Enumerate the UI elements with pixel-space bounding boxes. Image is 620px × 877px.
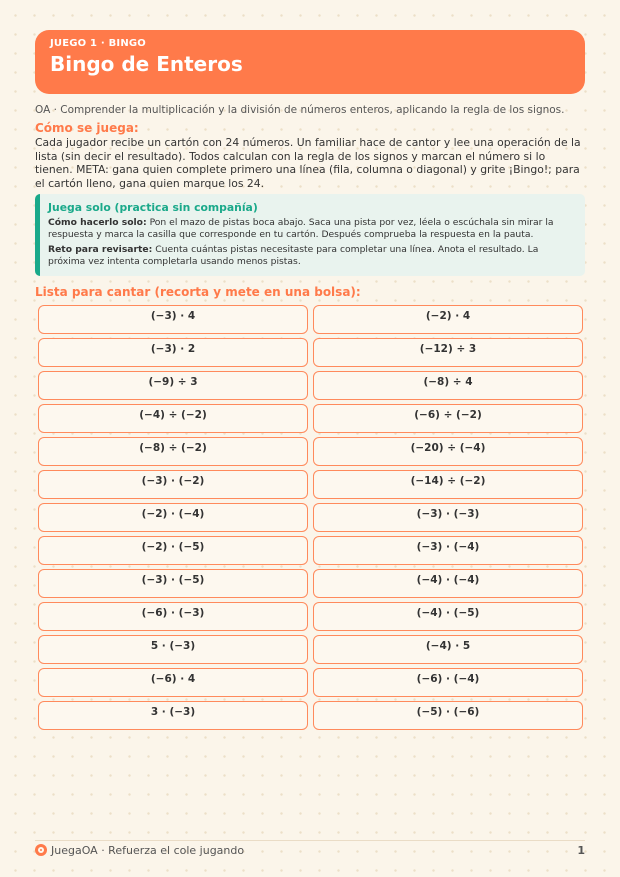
call-card: (−3) · (−4) — [313, 536, 583, 565]
call-card: (−6) · (−4) — [313, 668, 583, 697]
solo-title: Juega solo (practica sin compañía) — [48, 201, 258, 214]
call-card: 5 · (−3) — [38, 635, 308, 664]
call-card: (−2) · (−5) — [38, 536, 308, 565]
call-card: (−8) ÷ (−2) — [38, 437, 308, 466]
solo-challenge-text: Cuenta cuántas pistas necesitaste para completar una línea. Anota el resultado. La próxima vez intenta completarla usando menos pistas. — [48, 244, 539, 267]
call-card: (−6) · 4 — [38, 668, 308, 697]
call-list-grid — [38, 305, 583, 730]
header-kicker: JUEGO 1 · BINGO — [50, 38, 147, 49]
howto-text: Cada jugador recibe un cartón con 24 números. Un familiar hace de cantor y lee una operación de la lista (sin decir el resultado). Todos calculan con la regla de los signos y marcan el número si lo tienen. META: gana quien complete primero una línea (fila, columna o diagonal) y grite ¡Bingo!; para el cartón lleno, gana quien marque los 24. — [35, 136, 581, 190]
solo-callout — [35, 194, 585, 276]
list-title: Lista para cantar (recorta y mete en una bolsa): — [35, 285, 361, 299]
call-card: 3 · (−3) — [38, 701, 308, 730]
footer-brand: JuegaOA · Refuerza el cole jugando — [51, 843, 245, 857]
call-card: (−20) ÷ (−4) — [313, 437, 583, 466]
call-card: (−8) ÷ 4 — [313, 371, 583, 400]
call-card: (−2) · 4 — [313, 305, 583, 334]
page-number: 1 — [577, 843, 585, 857]
call-card: (−4) · (−4) — [313, 569, 583, 598]
call-card: (−3) · 2 — [38, 338, 308, 367]
call-card: (−9) ÷ 3 — [38, 371, 308, 400]
solo-how-label: Cómo hacerlo solo: — [48, 217, 147, 228]
howto-title: Cómo se juega: — [35, 121, 139, 135]
call-card: (−4) ÷ (−2) — [38, 404, 308, 433]
footer-divider — [35, 840, 585, 841]
call-card: (−4) · (−5) — [313, 602, 583, 631]
call-card: (−3) · (−5) — [38, 569, 308, 598]
solo-how — [48, 217, 575, 240]
call-card: (−3) · 4 — [38, 305, 308, 334]
call-card: (−4) · 5 — [313, 635, 583, 664]
call-card: (−12) ÷ 3 — [313, 338, 583, 367]
header-banner — [35, 30, 585, 94]
call-card: (−6) ÷ (−2) — [313, 404, 583, 433]
solo-challenge — [48, 244, 575, 267]
call-card: (−5) · (−6) — [313, 701, 583, 730]
call-card: (−3) · (−2) — [38, 470, 308, 499]
solo-how-text: Pon el mazo de pistas boca abajo. Saca una pista por vez, léela o escúchala sin mirar la respuesta y marca la casilla que corresponde en tu cartón. Después comprueba la respuesta en la pauta. — [48, 217, 554, 240]
call-card: (−6) · (−3) — [38, 602, 308, 631]
call-card: (−2) · (−4) — [38, 503, 308, 532]
footer — [35, 842, 585, 858]
call-card: (−14) ÷ (−2) — [313, 470, 583, 499]
learning-objective: OA · Comprender la multiplicación y la división de números enteros, aplicando la regla de los signos. — [35, 104, 565, 116]
page-title: Bingo de Enteros — [50, 52, 243, 76]
brand-logo-icon — [35, 844, 47, 856]
call-card: (−3) · (−3) — [313, 503, 583, 532]
solo-challenge-label: Reto para revisarte: — [48, 244, 153, 255]
